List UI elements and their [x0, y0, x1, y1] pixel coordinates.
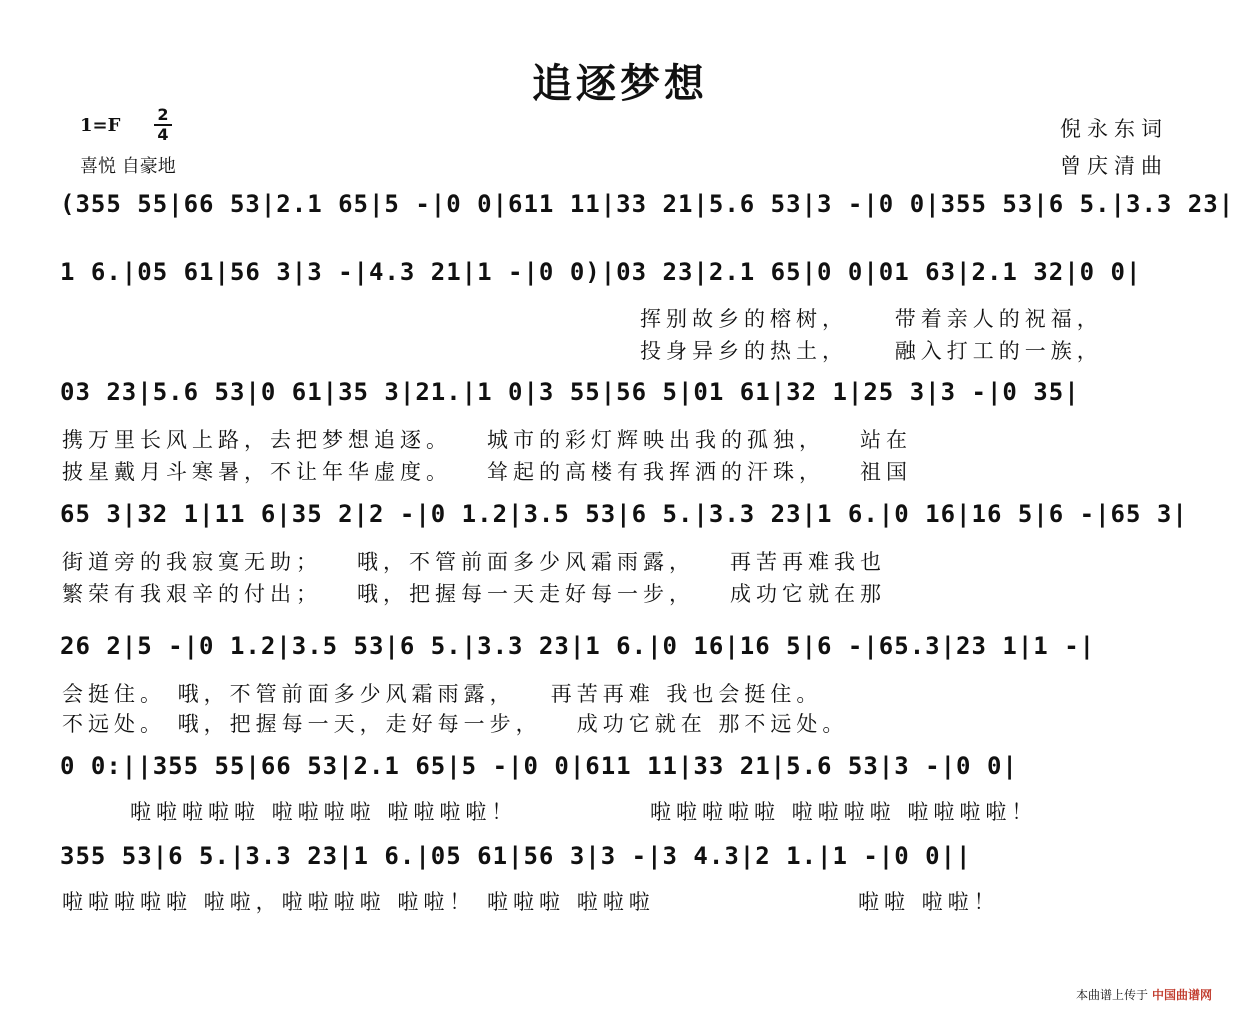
site-logo[interactable]: 中国曲谱网	[1151, 988, 1212, 1002]
lyric-line-10: 啦啦啦啦啦 啦啦啦啦 啦啦啦啦！	[650, 800, 1038, 824]
footer-text: 本曲谱上传于	[1075, 988, 1148, 1002]
staff-line-3: 03 23|5.6 53|0 61|35 3|21.|1 0|3 55|56 5|01 61|32 1|25 3|3 -|0 35|	[60, 378, 1080, 406]
lyric-line-4: 披星戴月斗寒暑，不让年华虚度。 耸起的高楼有我挥洒的汗珠， 祖国	[62, 460, 913, 484]
lyric-line-12: 啦啦 啦啦！	[858, 890, 1000, 914]
time-signature	[152, 106, 174, 144]
composer-credit: 曾庆清曲	[1060, 154, 1168, 178]
staff-line-1: (355 55|66 53|2.1 65|5 -|0 0|611 11|33 21|5.6 53|3 -|0 0|355 53|6 5.|3.3 23|	[60, 190, 1235, 218]
lyricist-credit: 倪永东词	[1060, 117, 1168, 141]
meter-denominator: 4	[157, 125, 169, 144]
staff-line-2: 1 6.|05 61|56 3|3 -|4.3 21|1 -|0 0)|03 23|2.1 65|0 0|01 63|2.1 32|0 0|	[60, 258, 1142, 286]
lyric-line-6: 繁荣有我艰辛的付出； 哦，把握每一天走好每一步， 成功它就在那	[62, 582, 887, 606]
upload-footer	[1076, 986, 1212, 1003]
expression-marking: 喜悦 自豪地	[80, 156, 176, 177]
staff-line-5: 26 2|5 -|0 1.2|3.5 53|6 5.|3.3 23|1 6.|0 16|16 5|6 -|65.3|23 1|1 -|	[60, 632, 1096, 660]
score-title: 追逐梦想	[532, 61, 708, 107]
staff-line-7: 355 53|6 5.|3.3 23|1 6.|05 61|56 3|3 -|3 4.3|2 1.|1 -|0 0||	[60, 842, 972, 870]
lyric-line-2: 投身异乡的热土， 融入打工的一族，	[640, 339, 1103, 363]
lyric-line-8: 不远处。 哦，把握每一天，走好每一步， 成功它就在 那不远处。	[62, 712, 849, 736]
key-signature: 1=F	[80, 115, 121, 136]
staff-line-4: 65 3|32 1|11 6|35 2|2 -|0 1.2|3.5 53|6 5.|3.3 23|1 6.|0 16|16 5|6 -|65 3|	[60, 500, 1188, 528]
lyric-line-3: 携万里长风上路，去把梦想追逐。 城市的彩灯辉映出我的孤独， 站在	[62, 428, 913, 452]
lyric-line-5: 街道旁的我寂寞无助； 哦，不管前面多少风霜雨露， 再苦再难我也	[62, 550, 887, 574]
lyric-line-7: 会挺住。 哦，不管前面多少风霜雨露， 再苦再难 我也会挺住。	[62, 682, 823, 706]
meter-numerator: 2	[157, 105, 169, 124]
lyric-line-1: 挥别故乡的榕树， 带着亲人的祝福，	[640, 307, 1103, 331]
staff-line-6: 0 0:||355 55|66 53|2.1 65|5 -|0 0|611 11|33 21|5.6 53|3 -|0 0|	[60, 752, 1018, 780]
lyric-line-9: 啦啦啦啦啦 啦啦啦啦 啦啦啦啦！	[130, 800, 518, 824]
lyric-line-11: 啦啦啦啦啦 啦啦，啦啦啦啦 啦啦！ 啦啦啦 啦啦啦	[62, 890, 655, 914]
